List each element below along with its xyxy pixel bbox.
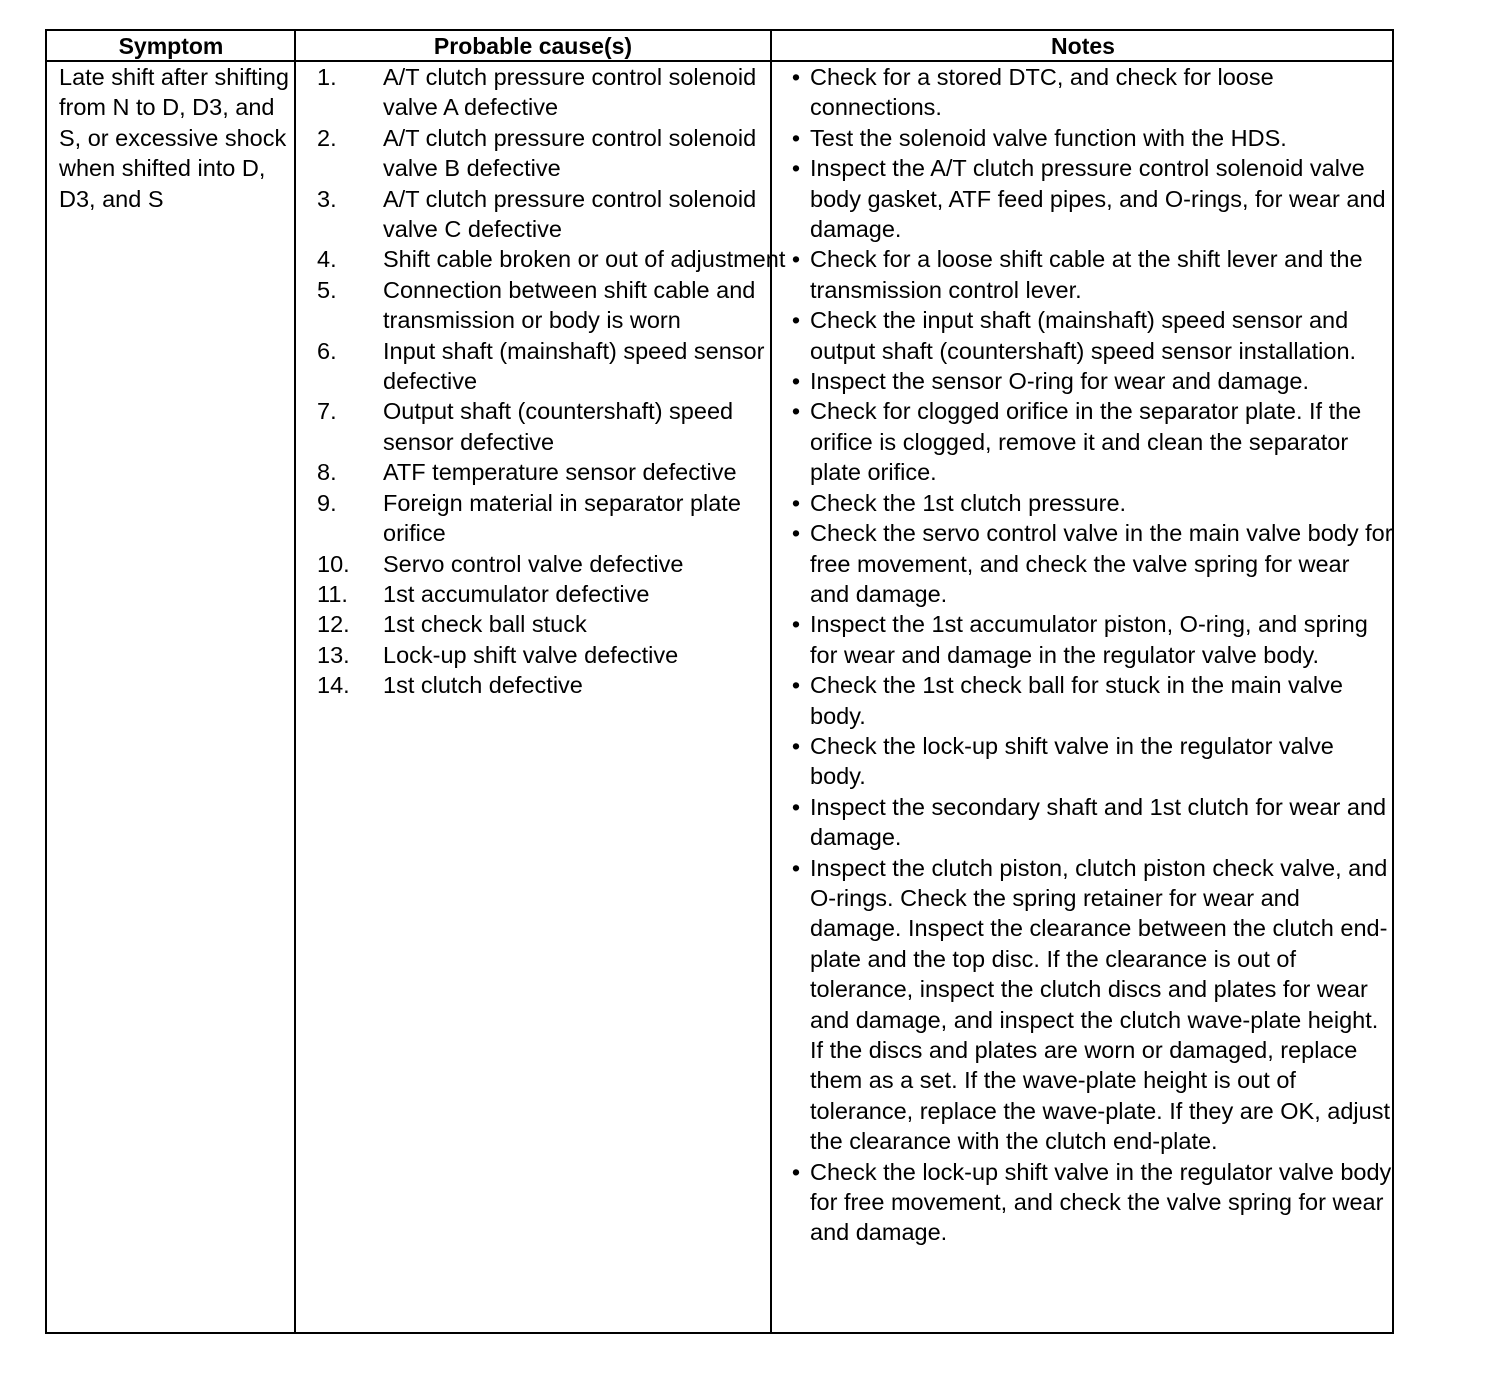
cause-item [317, 457, 787, 487]
cause-text: A/T clutch pressure control solenoid valve C defective [383, 185, 757, 243]
bullet-icon: • [791, 854, 801, 881]
cause-number: 3. [317, 185, 337, 212]
bullet-icon: • [791, 155, 801, 182]
note-text: Check for a stored DTC, and check for loose connections. [810, 64, 1274, 121]
cause-item [317, 123, 787, 184]
cause-text: Shift cable broken or out of adjustment [383, 246, 786, 273]
bullet-icon: • [791, 398, 801, 425]
note-text: Inspect the sensor O-ring for wear and damage. [810, 368, 1309, 395]
cause-text: Lock-up shift valve defective [383, 641, 679, 668]
note-text: Check for clogged orifice in the separator plate. If the orifice is clogged, remove it and clean the separator plate orifice. [810, 398, 1362, 486]
bullet-icon: • [791, 489, 801, 516]
note-text: Test the solenoid valve function with the HDS. [810, 124, 1287, 151]
note-item [782, 792, 1394, 853]
symptom-cell: Late shift after shifting from N to D, D3, and S, or excessive shock when shifted into D, D3, and S [59, 64, 289, 212]
cause-text: Connection between shift cable and transmission or body is worn [383, 276, 756, 334]
note-item [782, 1157, 1394, 1248]
bullet-icon: • [791, 307, 801, 334]
cause-text: ATF temperature sensor defective [383, 459, 737, 486]
cause-item [317, 275, 787, 336]
note-item [782, 62, 1394, 123]
cause-number: 12. [317, 611, 350, 638]
header-probable-causes: Probable cause(s) [433, 33, 633, 59]
bullet-icon: • [791, 64, 801, 90]
cause-item [317, 396, 787, 457]
cause-item [317, 488, 787, 549]
bullet-icon: • [791, 793, 801, 820]
column-divider [294, 31, 296, 1332]
cause-item [317, 609, 787, 639]
header-notes: Notes [1051, 33, 1115, 59]
bullet-icon: • [791, 520, 801, 547]
bullet-icon: • [791, 732, 801, 759]
troubleshooting-table [45, 29, 1394, 1334]
note-item [782, 853, 1394, 1157]
bullet-icon: • [791, 246, 801, 273]
cause-text: A/T clutch pressure control solenoid valve B defective [383, 124, 757, 182]
cause-text: A/T clutch pressure control solenoid valve A defective [383, 64, 757, 121]
cause-text: 1st accumulator defective [383, 580, 650, 607]
note-item [782, 244, 1394, 305]
bullet-icon: • [791, 368, 801, 395]
cause-text: Servo control valve defective [383, 550, 684, 577]
cause-number: 8. [317, 459, 337, 486]
cause-text: Foreign material in separator plate orifice [383, 489, 741, 547]
cause-item [317, 579, 787, 609]
bullet-icon: • [791, 124, 801, 151]
note-item [782, 731, 1394, 792]
cause-number: 4. [317, 246, 337, 273]
note-text: Check the 1st check ball for stuck in the main valve body. [810, 672, 1343, 729]
note-item [782, 396, 1394, 487]
cause-item [317, 549, 787, 579]
cause-item [317, 184, 787, 245]
note-item [782, 366, 1394, 396]
notes-list [782, 62, 1394, 1248]
note-item [782, 153, 1394, 244]
note-item [782, 305, 1394, 366]
cause-number: 14. [317, 672, 350, 699]
cause-number: 11. [317, 580, 348, 607]
cause-number: 13. [317, 641, 350, 668]
note-text: Check the 1st clutch pressure. [810, 489, 1127, 516]
cause-text: 1st clutch defective [383, 672, 583, 699]
probable-causes-list [317, 62, 787, 701]
note-text: Inspect the A/T clutch pressure control solenoid valve body gasket, ATF feed pipes, and O-rings, for wear and damage. [810, 155, 1386, 243]
cause-number: 10. [317, 550, 350, 577]
bullet-icon: • [791, 1158, 801, 1185]
cause-number: 1. [317, 64, 337, 90]
cause-item [317, 670, 787, 700]
note-item [782, 123, 1394, 153]
note-item [782, 609, 1394, 670]
bullet-icon: • [791, 672, 801, 699]
cause-number: 6. [317, 337, 337, 364]
note-text: Inspect the 1st accumulator piston, O-ring, and spring for wear and damage in the regulator valve body. [810, 611, 1368, 668]
note-item [782, 488, 1394, 518]
cause-text: 1st check ball stuck [383, 611, 587, 638]
note-text: Check the lock-up shift valve in the regulator valve body. [810, 732, 1334, 790]
note-text: Inspect the secondary shaft and 1st clutch for wear and damage. [810, 793, 1387, 851]
cause-item [317, 244, 787, 274]
cause-text: Input shaft (mainshaft) speed sensor defective [383, 337, 765, 395]
note-item [782, 670, 1394, 731]
cause-item [317, 336, 787, 397]
cause-number: 9. [317, 489, 337, 516]
note-text: Check for a loose shift cable at the shift lever and the transmission control lever. [810, 246, 1363, 303]
cause-number: 5. [317, 276, 337, 303]
bullet-icon: • [791, 611, 801, 638]
note-text: Check the input shaft (mainshaft) speed sensor and output shaft (countershaft) speed sensor installation. [810, 307, 1357, 364]
cause-text: Output shaft (countershaft) speed sensor defective [383, 398, 734, 455]
note-text: Check the lock-up shift valve in the regulator valve body for free movement, and check the valve spring for wear and damage. [810, 1158, 1392, 1246]
cause-number: 7. [317, 398, 337, 425]
header-symptom: Symptom [118, 33, 224, 59]
cause-item [317, 62, 787, 123]
note-item [782, 518, 1394, 609]
note-text: Inspect the clutch piston, clutch piston check valve, and O-rings. Check the spring retainer for wear and damage. Inspect the clearance between the clutch end-plate and the top disc. If the clearance is out of tolerance, inspect the clutch discs and plates for wear and damage, and inspect the clutch wave-plate height. If the discs and plates are worn or damaged, replace them as a set. If the wave-plate height is out of tolerance, replace the wave-plate. If they are OK, adjust the clearance with the clutch end-plate. [810, 854, 1390, 1155]
cause-item [317, 640, 787, 670]
cause-number: 2. [317, 124, 337, 151]
note-text: Check the servo control valve in the main valve body for free movement, and check the valve spring for wear and damage. [810, 520, 1393, 607]
